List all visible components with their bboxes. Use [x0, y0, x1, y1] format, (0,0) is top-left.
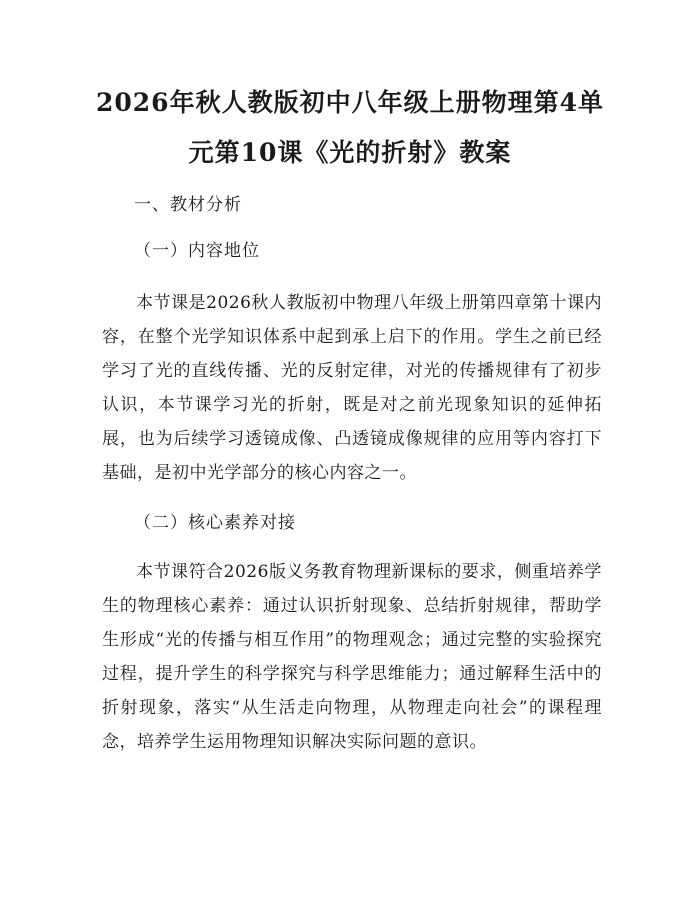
subsection-heading-content-position: （一）内容地位	[134, 241, 260, 261]
subsection-heading-core-literacy: （二）核心素养对接	[134, 513, 296, 533]
document-title: 2026年秋人教版初中八年级上册物理第4单元第10课《光的折射》教案	[96, 88, 604, 167]
paragraph-content-position: 本节课是2026秋人教版初中物理八年级上册第四章第十课内容，在整个光学知识体系中起到承上启下的作用。学生之前已经学习了光的直线传播、光的反射定律，对光的传播规律有了初步认识，本节课学习光的折射，既是对之前光现象知识的延伸拓展，也为后续学习透镜成像、凸透镜成像规律的应用等内容打下基础，是初中光学部分的核心内容之一。	[102, 293, 602, 483]
paragraph-core-literacy: 本节课符合2026版义务教育物理新课标的要求，侧重培养学生的物理核心素养：通过认识折射现象、总结折射规律，帮助学生形成“光的传播与相互作用”的物理观念；通过完整的实验探究过程，提升学生的科学探究与科学思维能力；通过解释生活中的折射现象，落实“从生活走向物理，从物理走向社会”的课程理念，培养学生运用物理知识解决实际问题的意识。	[102, 562, 602, 752]
section-heading-materials-analysis: 一、教材分析	[134, 195, 242, 215]
